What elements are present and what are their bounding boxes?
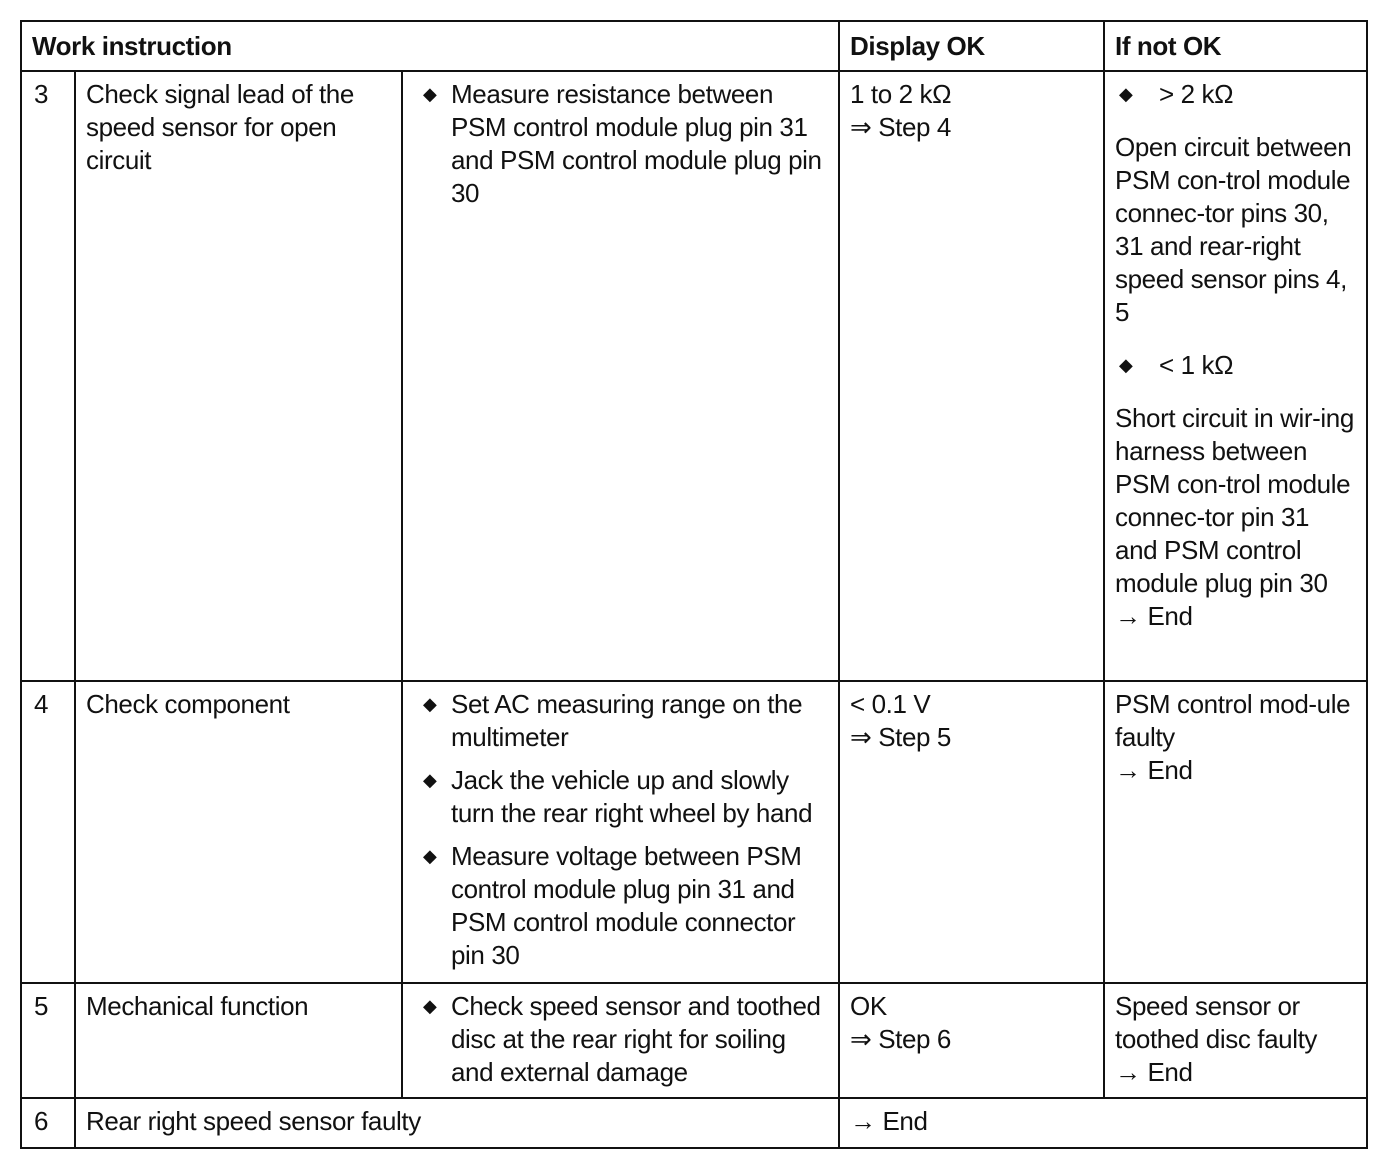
- task-cell: Rear right speed sensor faulty: [75, 1098, 839, 1148]
- header-if-not-ok: If not OK: [1104, 21, 1367, 71]
- display-ok-cell: → End: [839, 1098, 1367, 1148]
- display-ok-cell: [839, 71, 1104, 681]
- task-cell: Check component: [75, 681, 402, 983]
- instruction-text: Jack the vehicle up and slowly turn the rear right wheel by hand: [451, 765, 813, 828]
- display-ok-value: < 0.1 V: [850, 689, 931, 719]
- list-item: [413, 688, 828, 754]
- step-number: 4: [21, 681, 75, 983]
- condition-value: < 1 kΩ: [1159, 350, 1234, 380]
- condition-result: [1115, 402, 1356, 633]
- instruction-list: [413, 688, 828, 972]
- work-instruction-table: [20, 20, 1368, 1149]
- list-item: [413, 78, 828, 210]
- step-number: 5: [21, 983, 75, 1098]
- table-header-row: [21, 21, 1367, 71]
- instruction-text: Check speed sensor and toothed disc at the rear right for soiling and external damage: [451, 991, 821, 1087]
- condition-item: [1115, 349, 1356, 382]
- instructions-cell: [402, 681, 839, 983]
- step-number: 3: [21, 71, 75, 681]
- header-display-ok: Display OK: [839, 21, 1104, 71]
- list-item: [413, 764, 828, 830]
- header-work-instruction: Work instruction: [21, 21, 839, 71]
- list-item: [413, 990, 828, 1089]
- task-cell: Mechanical function: [75, 983, 402, 1098]
- instruction-text: Set AC measuring range on the multimeter: [451, 689, 803, 752]
- step-number: 6: [21, 1098, 75, 1148]
- table-row: [21, 681, 1367, 983]
- display-ok-cell: [839, 983, 1104, 1098]
- condition-item: [1115, 78, 1356, 111]
- diamond-bullet-icon: ◆: [1119, 84, 1133, 104]
- display-ok-value: 1 to 2 kΩ: [850, 79, 952, 109]
- instruction-list: [413, 990, 828, 1089]
- instruction-text: Measure resistance between PSM control module plug pin 31 and PSM control module plug pin 30: [451, 79, 822, 208]
- display-ok-value: OK: [850, 991, 887, 1021]
- table-row: [21, 1098, 1367, 1148]
- if-not-ok-cell: [1104, 681, 1367, 983]
- table-row: [21, 983, 1367, 1098]
- diamond-bullet-icon: ◆: [423, 694, 437, 714]
- condition-result-text: Short circuit in wir-ing harness between PSM con-trol module connec-tor pin 31 and PSM control module plug pin 30: [1115, 403, 1354, 598]
- diamond-bullet-icon: ◆: [423, 770, 437, 790]
- list-item: [413, 840, 828, 972]
- if-not-ok-cell: [1104, 983, 1367, 1098]
- end-marker: → End: [1115, 601, 1193, 631]
- instructions-cell: [402, 983, 839, 1098]
- display-ok-next-step: ⇒ Step 6: [850, 1024, 951, 1054]
- task-cell: Check signal lead of the speed sensor for open circuit: [75, 71, 402, 681]
- end-marker: → End: [1115, 1057, 1193, 1087]
- diamond-bullet-icon: ◆: [1119, 355, 1133, 375]
- table-row: [21, 71, 1367, 681]
- display-ok-next-step: ⇒ Step 5: [850, 722, 951, 752]
- diamond-bullet-icon: ◆: [423, 84, 437, 104]
- instruction-text: Measure voltage between PSM control module plug pin 31 and PSM control module connector pin 30: [451, 841, 802, 970]
- failure-text: PSM control mod-ule faulty: [1115, 689, 1351, 752]
- end-marker: → End: [1115, 755, 1193, 785]
- diamond-bullet-icon: ◆: [423, 846, 437, 866]
- instructions-cell: [402, 71, 839, 681]
- instruction-list: [413, 78, 828, 210]
- display-ok-cell: [839, 681, 1104, 983]
- diamond-bullet-icon: ◆: [423, 996, 437, 1016]
- condition-value: > 2 kΩ: [1159, 79, 1234, 109]
- condition-result: Open circuit between PSM con-trol module connec-tor pins 30, 31 and rear-right speed sensor pins 4, 5: [1115, 132, 1352, 327]
- if-not-ok-cell: [1104, 71, 1367, 681]
- failure-text: Speed sensor or toothed disc faulty: [1115, 991, 1317, 1054]
- display-ok-next-step: ⇒ Step 4: [850, 112, 951, 142]
